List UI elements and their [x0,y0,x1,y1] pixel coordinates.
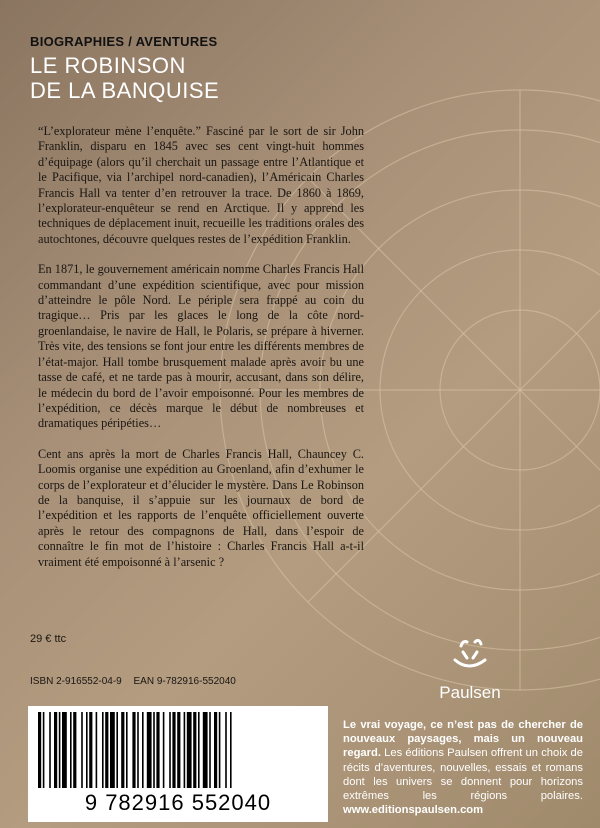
barcode-bar [214,712,217,788]
barcode-bar [172,712,175,788]
barcode-bar [81,712,83,788]
barcode-bar [102,712,104,788]
ean: EAN 9-782916-552040 [133,676,236,687]
barcode-bar [62,712,67,788]
blurb-paragraph-2: En 1871, le gouvernement américain nomme Charles Francis Hall commandant d’une expédition scientifique, avec pour mission d’atteindre le pôle Nord. Le périple sera frappé au coin du tragique… Pris par les glaces le long de la côte nord-groenlandaise, le navire de Hall, le Polaris, se prépare à hiverner. Très vite, des tensions se font jour entre les différents membres de l’état-major. Hall tombe brusquement malade après avoir bu une tasse de café, et ne tarde pas à mourir, accusant, dans son délire, le médecin du bord de l’avoir empoisonné. Pour les membres de l’expédition, ce décès marque le début de nombreuses et dramatiques péripéties… [38,262,364,431]
barcode-bar [132,712,135,788]
barcode-bar [73,712,76,788]
barcode-bar [153,712,155,788]
header [30,34,219,103]
barcode-bar [184,712,186,788]
barcode-bar [156,712,159,788]
barcode-bar [43,712,45,788]
barcode-bar [110,712,115,788]
publisher-quote: Le vrai voyage, ce n’est pas de chercher de nouveaux paysages, mais un nouveau regard. [343,719,583,760]
category-label: BIOGRAPHIES / AVENTURES [30,34,218,49]
title-line-2: DE LA BANQUISE [30,78,220,103]
blurb [38,124,364,585]
barcode-bar [230,712,232,788]
barcode-bar [59,712,61,788]
barcode-bar [187,712,192,788]
publisher-blurb [343,718,583,817]
barcode-bar [105,712,108,788]
barcode [28,706,328,822]
barcode-bar [209,712,211,788]
barcode-bar [203,712,208,788]
price: 29 € ttc [30,633,67,645]
barcode-bar [225,712,227,788]
title-line-1: LE ROBINSON [30,53,186,78]
blurb-paragraph-3: Cent ans après la mort de Charles Francis Hall, Chauncey C. Loomis organise une expédition au Groenland, afin d’exhumer le corps de l’explorateur et d’élucider le mystère. Dans Le Robinson de la banquise, il s’appuie sur les journaux de bord de l’expédition et les rapports de l’enquête officiellement ouverte après le retour des compagnons de Hall, dans l’espoir de connaître le fin mot de l’histoire : Charles Francis Hall a-t-il vraiment été empoisonné à l’arsenic ? [38,446,364,569]
barcode-bar [54,712,57,788]
publisher-logo [420,636,520,703]
barcode-bar [38,712,41,788]
blurb-paragraph-1: “L’explorateur mène l’enquête.” Fasciné par le sort de sir John Franklin, disparu en 1845 avec ses cent vingt-huit hommes d’équipage (alors qu’il cherchait un passage entre l’Atlantique et le Pacifique, via l’archipel nord-canadien), l’Américain Charles Francis Hall va tenter d’en retrouver la trace. De 1860 à 1869, l’explorateur-enquêteur se rend en Arctique. Il y apprend les techniques de déplacement inuit, recueille les traditions orales des autochtones, découvre quelques restes de l’expédition Franklin. [38,124,364,246]
barcode-bar [193,712,196,788]
isbn: ISBN 2-916552-04-9 [30,676,122,687]
publisher-name: Paulsen [439,683,501,702]
reindeer-logo-icon [445,636,495,676]
barcode-bar [169,712,171,788]
barcode-bar [147,712,152,788]
barcode-bar [121,712,124,788]
barcode-bar [177,712,180,788]
barcode-bar [49,712,51,788]
isbn-line [30,676,245,687]
publisher-description: Les éditions Paulsen offrent un choix de récits d’aventures, nouvelles, essais et romans dont les univers se donnent pour horizons extrêmes les régions polaires. [343,747,583,803]
barcode-number: 9 782916 552040 [84,790,272,815]
barcode-bar [163,712,165,788]
barcode-bar [219,712,221,788]
barcode-bar [89,712,92,788]
barcode-bar [126,712,128,788]
barcode-bars [34,712,322,788]
barcode-bar [198,712,200,788]
barcode-bar [70,712,72,788]
barcode-bar [86,712,88,788]
book-title [30,53,219,103]
barcode-bar [137,712,139,788]
barcode-bar [142,712,144,788]
publisher-website-link[interactable]: www.editionspaulsen.com [343,804,484,817]
barcode-bar [96,712,98,788]
barcode-bar [116,712,118,788]
